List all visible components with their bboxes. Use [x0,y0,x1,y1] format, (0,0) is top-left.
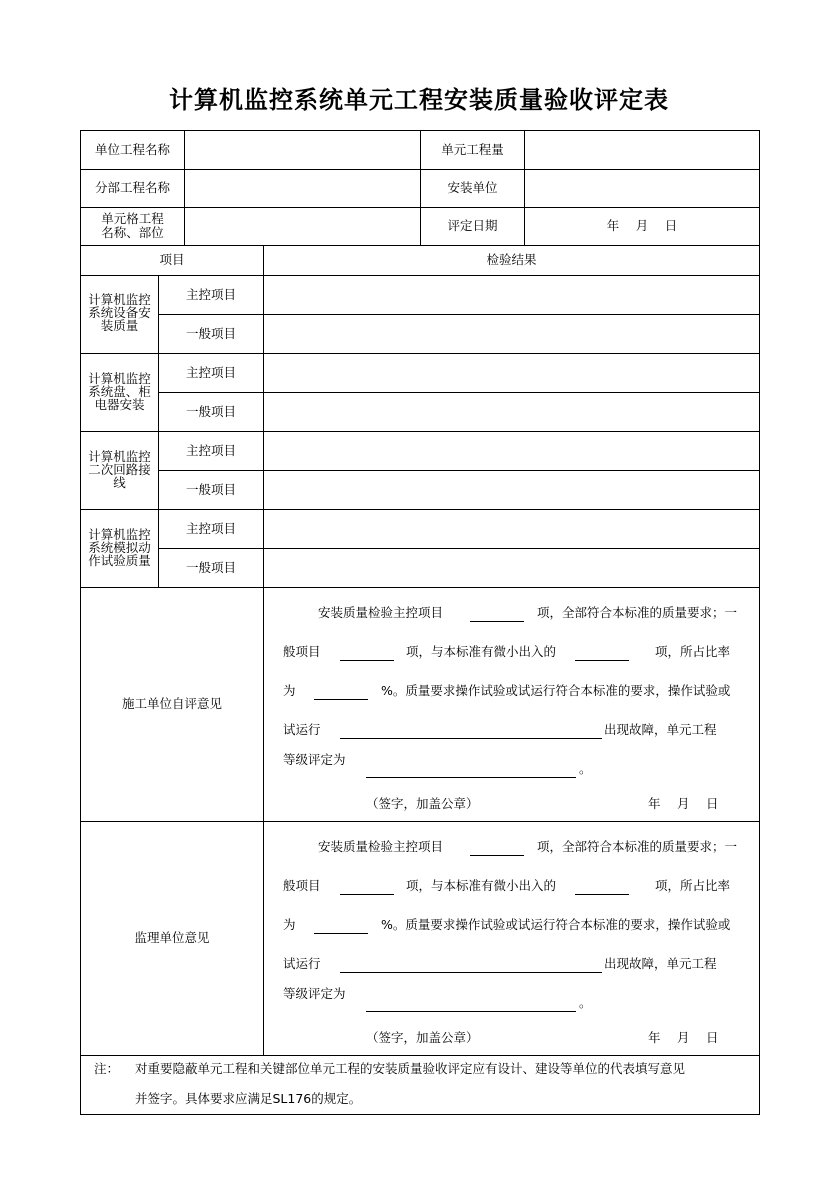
blank-field[interactable] [470,855,524,856]
opinion-text: 。 [579,761,592,776]
install-unit-label: 安装单位 [447,180,498,195]
general-item-label: 一般项目 [185,326,236,341]
main-item-label: 主控项目 [185,443,236,458]
blank-field[interactable] [340,894,394,895]
table-border [80,1114,760,1115]
blank-field[interactable] [575,894,629,895]
eval-date-value: 年 月 日 [606,218,678,233]
signature-note: （签字，加盖公章） [366,796,479,811]
signature-date: 年 月 日 [648,1030,719,1045]
row-divider [80,353,760,354]
opinion-text: 出现故障，单元工程 [604,956,717,971]
row-divider [158,392,760,393]
opinion-text: 等级评定为 [283,986,346,1001]
opinion-text: 安装质量检验主控项目 [318,839,444,854]
general-item-label: 一般项目 [185,560,236,575]
construction-opinion-label: 施工单位自评意见 [121,696,222,711]
blank-field[interactable] [366,1011,576,1012]
opinion-text: %。质量要求操作试验或试运行符合本标准的要求，操作试验或 [381,917,731,932]
general-item-label: 一般项目 [185,482,236,497]
opinion-text: 般项目 [283,644,321,659]
note-line: 对重要隐蔽单元工程和关键部位单元工程的安装质量验收评定应有设计、建设等单位的代表填写意见 [135,1061,686,1076]
blank-field[interactable] [575,660,629,661]
col-divider [263,245,264,1055]
item-header: 项目 [159,252,185,267]
table-border [80,130,81,1115]
section-label: 计算机监控 二次回路接 线 [88,449,151,490]
result-header: 检验结果 [486,252,537,267]
opinion-text: 项，所占比率 [655,878,731,893]
blank-field[interactable] [314,699,368,700]
note-line: 并签字。具体要求应满足SL176的规定。 [135,1091,362,1106]
opinion-text: 出现故障，单元工程 [604,722,717,737]
opinion-text: 试运行 [283,956,321,971]
eval-date-label: 评定日期 [447,218,498,233]
opinion-text: 项，与本标准有微小出入的 [406,878,557,893]
row-divider [80,587,760,588]
table-border [759,130,760,1115]
opinion-text: 安装质量检验主控项目 [318,605,444,620]
main-item-label: 主控项目 [185,365,236,380]
section-label: 计算机监控 系统盘、柜 电器安装 [88,371,151,412]
blank-field[interactable] [470,621,524,622]
general-item-label: 一般项目 [185,404,236,419]
unit-quantity-label: 单元工程量 [441,142,504,157]
opinion-text: 等级评定为 [283,752,346,767]
opinion-text: 项，全部符合本标准的质量要求；一 [537,605,738,620]
section-label: 计算机监控 系统设备安 装质量 [88,292,151,333]
opinion-text: 为 [283,683,296,698]
row-divider [158,548,760,549]
blank-field[interactable] [340,660,394,661]
blank-field[interactable] [340,738,602,739]
unit-project-name-label: 单位工程名称 [94,142,170,157]
form-title: 计算机监控系统单元工程安装质量验收评定表 [169,86,669,114]
blank-field[interactable] [314,933,368,934]
cell-name-label: 单元格工程 名称、部位 [101,211,164,240]
blank-field[interactable] [366,777,576,778]
sub-project-name-label: 分部工程名称 [94,180,170,195]
opinion-text: 试运行 [283,722,321,737]
row-divider [80,245,760,246]
blank-field[interactable] [340,972,602,973]
signature-date: 年 月 日 [648,796,719,811]
main-item-label: 主控项目 [185,287,236,302]
opinion-text: 为 [283,917,296,932]
main-item-label: 主控项目 [185,521,236,536]
opinion-text: 项，所占比率 [655,644,731,659]
supervision-opinion-label: 监理单位意见 [134,930,210,945]
row-divider [158,470,760,471]
row-divider [80,821,760,822]
row-divider [158,314,760,315]
opinion-text: 般项目 [283,878,321,893]
row-divider [80,509,760,510]
col-divider [184,130,185,245]
opinion-text: 项，全部符合本标准的质量要求；一 [537,839,738,854]
opinion-text: 项，与本标准有微小出入的 [406,644,557,659]
col-divider [158,275,159,587]
opinion-text: 。 [579,995,592,1010]
note-label: 注： [94,1061,120,1076]
row-divider [80,1055,760,1056]
opinion-text: %。质量要求操作试验或试运行符合本标准的要求，操作试验或 [381,683,731,698]
row-divider [80,431,760,432]
signature-note: （签字，加盖公章） [366,1030,479,1045]
row-divider [80,275,760,276]
section-label: 计算机监控 系统模拟动 作试验质量 [88,527,151,568]
